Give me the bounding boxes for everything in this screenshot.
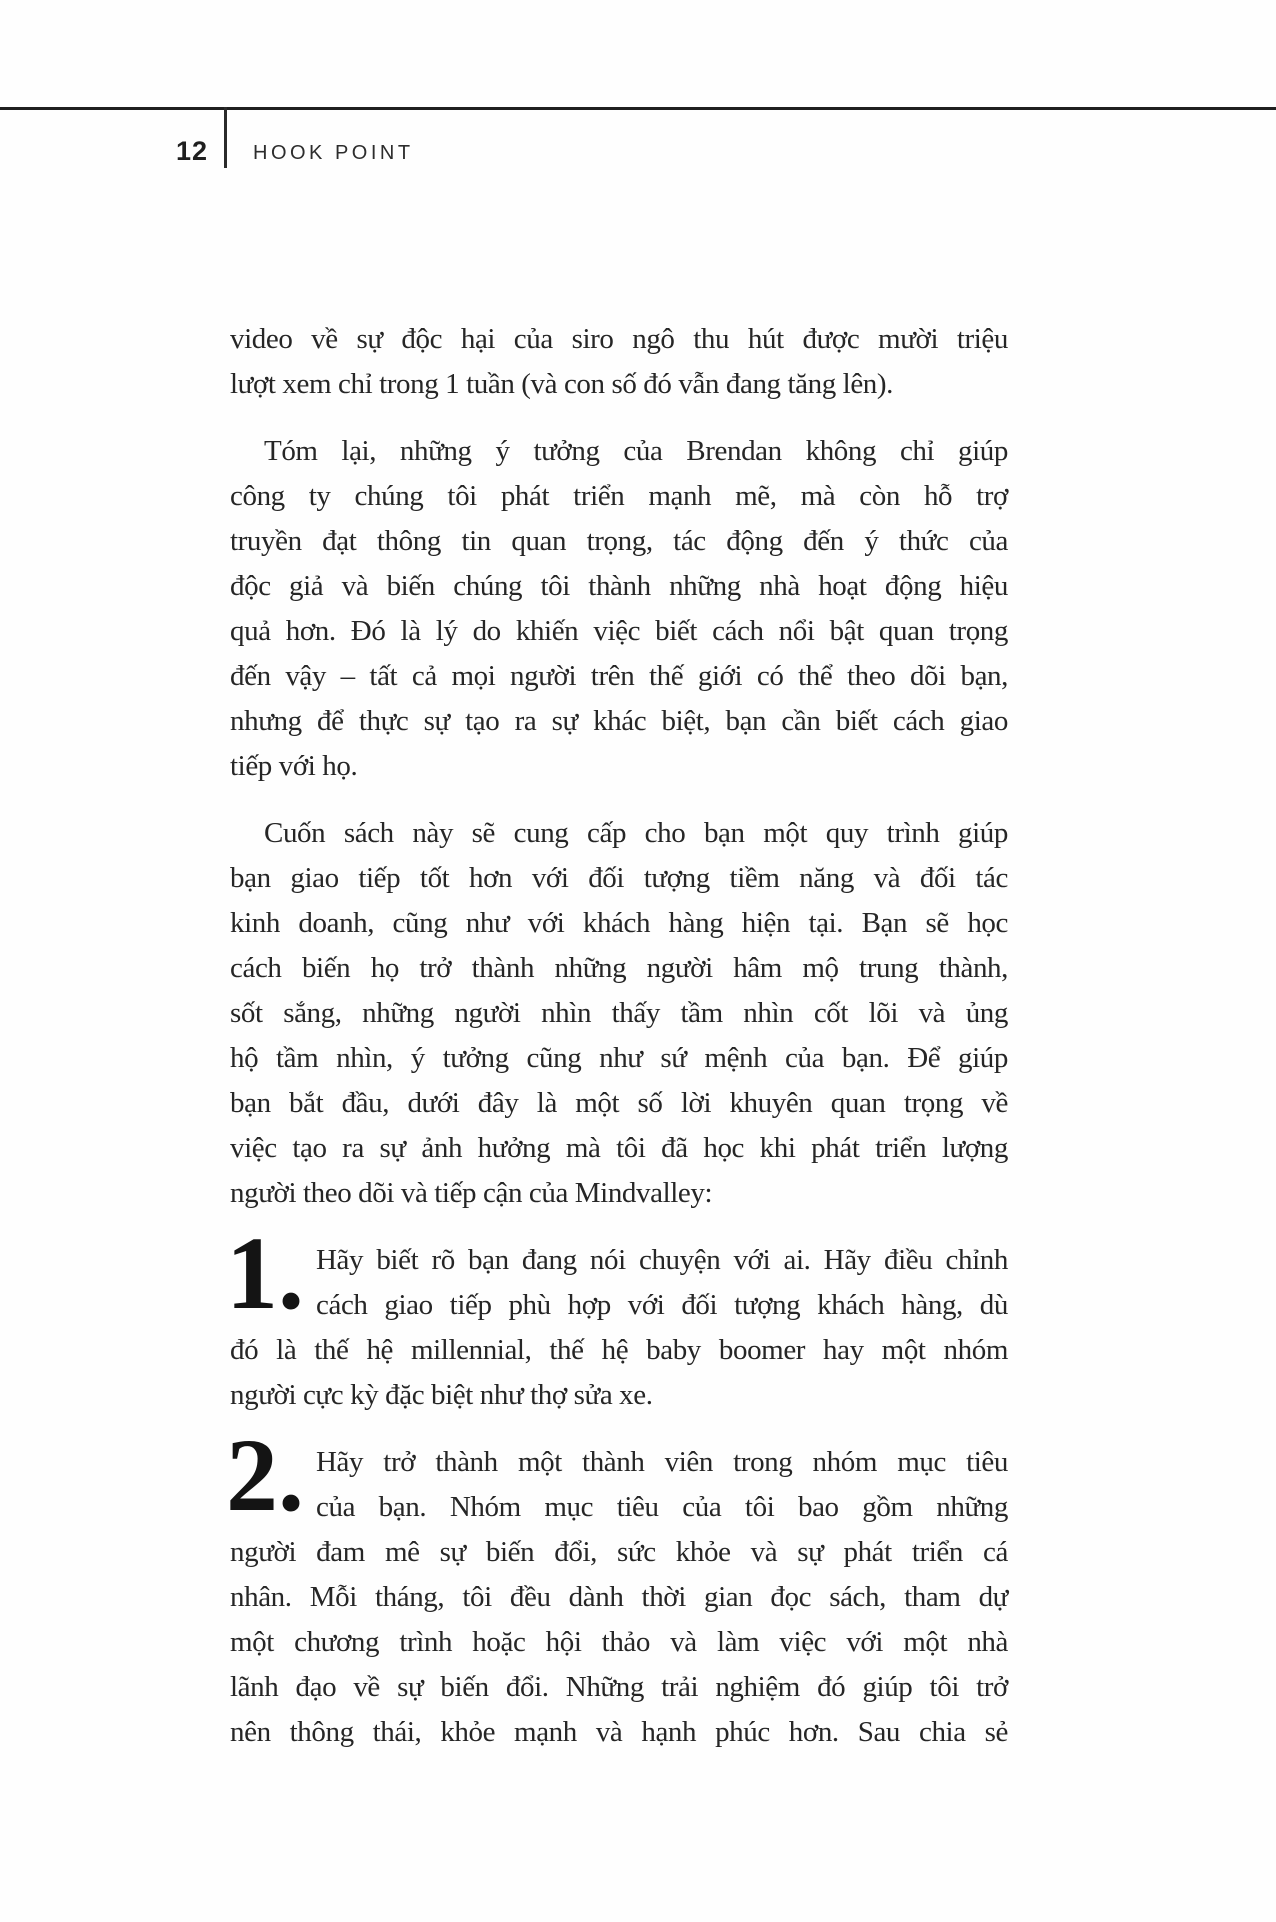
text-line: nhưng để thực sự tạo ra sự khác biệt, bạn cần biết cách giao — [230, 705, 1008, 737]
text-line: kinh doanh, cũng như với khách hàng hiện tại. Bạn sẽ học — [230, 907, 1008, 939]
text-line: cách giao tiếp phù hợp với đối tượng khách hàng, dù — [316, 1289, 1008, 1321]
text-line: một chương trình hoặc hội thảo và làm việc với một nhà — [230, 1626, 1008, 1658]
text-line: bạn giao tiếp tốt hơn với đối tượng tiềm năng và đối tác — [230, 862, 1008, 894]
list-item-number: 1. — [226, 1216, 304, 1331]
text-line: tiếp với họ. — [230, 750, 358, 782]
text-line: Hãy trở thành một thành viên trong nhóm mục tiêu — [316, 1446, 1008, 1478]
text-line: người cực kỳ đặc biệt như thợ sửa xe. — [230, 1379, 653, 1411]
text-line: lãnh đạo về sự biến đổi. Những trải nghiệm đó giúp tôi trở — [230, 1671, 1008, 1703]
header-rule — [0, 107, 1276, 110]
text-line: đến vậy – tất cả mọi người trên thế giới có thể theo dõi bạn, — [230, 660, 1008, 692]
page-body — [226, 317, 1008, 1777]
body-paragraph — [230, 317, 1008, 407]
text-line: độc giả và biến chúng tôi thành những nhà hoạt động hiệu — [230, 570, 1008, 602]
text-line: công ty chúng tôi phát triển mạnh mẽ, mà còn hỗ trợ — [230, 480, 1008, 512]
text-line: đó là thế hệ millennial, thế hệ baby boomer hay một nhóm — [230, 1334, 1008, 1366]
header-divider — [224, 107, 227, 168]
text-line: Hãy biết rõ bạn đang nói chuyện với ai. Hãy điều chỉnh — [316, 1244, 1008, 1276]
text-line: hộ tầm nhìn, ý tưởng cũng như sứ mệnh của bạn. Để giúp — [230, 1042, 1008, 1074]
body-paragraph — [230, 429, 1008, 789]
numbered-list-item — [226, 1418, 1008, 1755]
text-line: nhân. Mỗi tháng, tôi đều dành thời gian đọc sách, tham dự — [230, 1581, 1008, 1613]
body-paragraph — [230, 811, 1008, 1216]
text-line: lượt xem chỉ trong 1 tuần (và con số đó vẫn đang tăng lên). — [230, 368, 894, 400]
text-line: cách biến họ trở thành những người hâm mộ trung thành, — [230, 952, 1008, 984]
text-line: Tóm lại, những ý tưởng của Brendan không chỉ giúp — [264, 435, 1008, 467]
page-number: 12 — [175, 136, 208, 166]
text-line: của bạn. Nhóm mục tiêu của tôi bao gồm những — [316, 1491, 1008, 1523]
text-line: video về sự độc hại của siro ngô thu hút được mười triệu — [230, 323, 1008, 355]
text-line: việc tạo ra sự ảnh hưởng mà tôi đã học khi phát triển lượng — [230, 1132, 1008, 1164]
list-item-number: 2. — [226, 1418, 304, 1533]
text-line: người đam mê sự biến đổi, sức khỏe và sự phát triển cá — [230, 1536, 1008, 1568]
list-item-text — [230, 1440, 1008, 1755]
text-line: nên thông thái, khỏe mạnh và hạnh phúc hơn. Sau chia sẻ — [230, 1716, 1008, 1748]
text-line: bạn bắt đầu, dưới đây là một số lời khuyên quan trọng về — [230, 1087, 1008, 1119]
text-line: truyền đạt thông tin quan trọng, tác động đến ý thức của — [230, 525, 1008, 557]
text-line: sốt sắng, những người nhìn thấy tầm nhìn cốt lõi và ủng — [230, 997, 1008, 1029]
numbered-list-item — [226, 1216, 1008, 1418]
list-item-text — [230, 1238, 1008, 1418]
text-line: Cuốn sách này sẽ cung cấp cho bạn một quy trình giúp — [264, 817, 1008, 849]
text-line: quả hơn. Đó là lý do khiến việc biết cách nổi bật quan trọng — [230, 615, 1008, 647]
running-head-title: HOOK POINT — [253, 142, 414, 164]
text-line: người theo dõi và tiếp cận của Mindvalley: — [230, 1177, 713, 1209]
